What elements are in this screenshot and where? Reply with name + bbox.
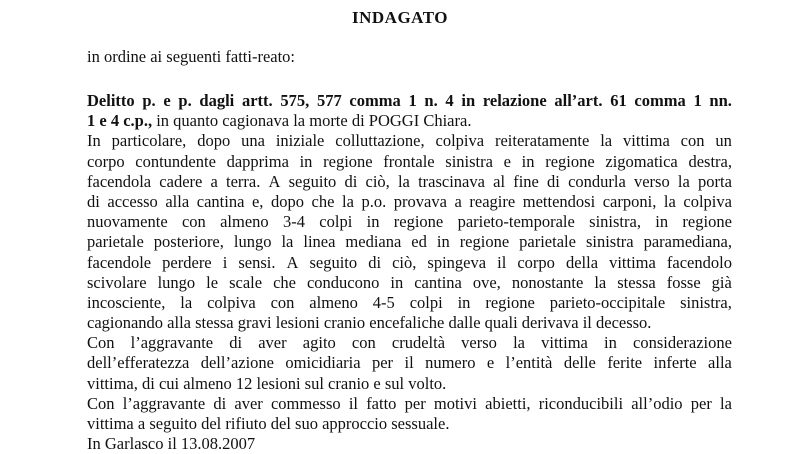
word: all’art. <box>554 91 603 110</box>
word: il <box>348 393 358 413</box>
word: dopo <box>197 131 231 151</box>
word: perdere <box>162 252 212 272</box>
word: i <box>222 252 228 272</box>
word: la <box>513 333 525 353</box>
word: destra, <box>688 151 732 171</box>
word: carponi, <box>602 191 657 211</box>
word: regione <box>323 151 373 171</box>
word: con <box>181 212 206 232</box>
word: la <box>342 191 354 211</box>
word: facendola <box>87 171 152 191</box>
word: considerazione <box>633 333 732 353</box>
word: il <box>404 353 414 373</box>
word: fine <box>513 171 539 191</box>
word: linea <box>303 232 336 252</box>
word: p. <box>142 91 156 110</box>
word: colpi <box>409 292 443 312</box>
word: 4 <box>445 91 454 110</box>
word: in <box>521 151 535 171</box>
body-line-12 <box>87 353 732 373</box>
word: regione <box>485 292 535 312</box>
word: fatto <box>366 393 397 413</box>
word: terra. <box>226 171 261 191</box>
word: sensi. <box>238 252 276 272</box>
word: di <box>344 171 358 191</box>
body-line-3 <box>87 172 732 192</box>
word: l’entità <box>505 353 553 373</box>
word: reiteratamente <box>494 131 590 151</box>
word: all’odio <box>631 393 683 413</box>
word: almeno <box>309 292 358 312</box>
word: 577 <box>316 91 342 110</box>
word: il <box>497 252 507 272</box>
document-heading: INDAGATO <box>352 8 448 27</box>
word: a <box>210 171 218 191</box>
word: ove, <box>472 272 501 292</box>
word: regione <box>459 232 510 252</box>
word: già <box>711 272 732 292</box>
word: parieto-temporale <box>457 212 575 232</box>
word: sinistra, <box>589 212 641 232</box>
word: della <box>565 252 599 272</box>
word: verso <box>461 333 497 353</box>
word: con <box>680 131 705 151</box>
word: parietale <box>519 232 576 252</box>
word: parietale <box>87 232 144 252</box>
word: 575, <box>280 91 310 110</box>
word: le <box>206 272 219 292</box>
word: stessa <box>617 272 656 292</box>
word: colpi <box>319 212 353 232</box>
word: nonostante <box>511 272 584 292</box>
word: frontale <box>383 151 435 171</box>
word: mediana <box>345 232 402 252</box>
word: nn. <box>709 91 732 110</box>
word: e, <box>251 191 264 211</box>
word: dell’azione <box>200 353 274 373</box>
body-line-5 <box>87 212 732 232</box>
word: in <box>461 91 476 110</box>
word: condurla <box>568 171 626 191</box>
word: verso <box>633 171 670 191</box>
word: facendole <box>87 252 152 272</box>
word: la <box>397 171 410 191</box>
word: in <box>436 232 450 252</box>
word: di <box>87 191 100 211</box>
word: di <box>368 252 382 272</box>
word: lungo <box>157 272 196 292</box>
word: omicidiaria <box>285 353 361 373</box>
word: porta <box>697 171 732 191</box>
word: fosse <box>666 272 701 292</box>
word: in <box>457 292 471 312</box>
word: per <box>690 393 712 413</box>
charge-line-2-bold: 1 e 4 c.p., <box>87 111 153 131</box>
word: sinistra, <box>680 292 732 312</box>
body-line-1 <box>87 131 732 151</box>
word: in <box>604 333 617 353</box>
word: scale <box>229 272 263 292</box>
word: parieto-occipitale <box>549 292 666 312</box>
document-body <box>87 91 732 454</box>
word: per <box>371 353 394 373</box>
word: dell’efferatezza <box>87 353 190 373</box>
word: che <box>311 191 335 211</box>
body-line-8 <box>87 273 732 293</box>
word: colpiva <box>683 191 732 211</box>
word: inferte <box>653 353 697 373</box>
word: corpo <box>517 252 555 272</box>
word: comma <box>349 91 401 110</box>
word: seguito <box>309 252 358 272</box>
word: in <box>366 212 380 232</box>
word: l’aggravante <box>122 393 206 413</box>
word: lungo <box>233 232 272 252</box>
word: in <box>299 151 313 171</box>
word: riconducibili <box>538 393 624 413</box>
signoff-line: In Garlasco il 13.08.2007 <box>87 434 256 454</box>
body-line-4 <box>87 192 732 212</box>
word: una <box>241 131 265 151</box>
word: provava <box>393 191 447 211</box>
word: ferite <box>607 353 643 373</box>
word: ed <box>411 232 427 252</box>
word: facendolo <box>666 252 732 272</box>
word: 4-5 <box>372 292 395 312</box>
word: in <box>655 212 669 232</box>
word: corpo <box>87 151 125 171</box>
word: colpiva <box>207 292 256 312</box>
word: cadere <box>159 171 203 191</box>
word: a <box>454 191 462 211</box>
word: A <box>286 252 299 272</box>
word: regione <box>682 212 732 232</box>
word: l’aggravante <box>130 333 214 353</box>
word: mettendosi <box>522 191 596 211</box>
body-line-14 <box>87 394 732 414</box>
word: seguito <box>288 171 337 191</box>
word: motivi <box>433 393 477 413</box>
word: dagli <box>199 91 235 110</box>
word: zigomatica <box>605 151 678 171</box>
word: conducono <box>306 272 380 292</box>
word: la <box>600 131 613 151</box>
word: dapprima <box>226 151 289 171</box>
word: ciò, <box>392 252 417 272</box>
word: relazione <box>482 91 547 110</box>
word: cantina <box>196 191 245 211</box>
body-line-9 <box>87 293 732 313</box>
word: al <box>493 171 506 191</box>
word: comma <box>634 91 686 110</box>
word: 61 <box>610 91 627 110</box>
word: incosciente, <box>87 292 166 312</box>
body-line-10: cagionando alla stessa gravi lesioni cranio encefaliche dalle quali derivava il decesso. <box>87 313 652 333</box>
body-line-7 <box>87 253 732 273</box>
charge-line-1 <box>87 91 732 111</box>
word: p. <box>178 91 192 110</box>
body-line-13: vittima, di cui almeno 12 lesioni sul cranio e sul volto. <box>87 373 447 393</box>
word: e <box>503 151 511 171</box>
charge-line-2 <box>87 111 732 131</box>
word: sinistra <box>445 151 493 171</box>
word: Delitto <box>87 91 135 110</box>
word: dopo <box>270 191 304 211</box>
word: Con <box>87 393 115 413</box>
body-line-11 <box>87 333 732 353</box>
word: e <box>163 91 171 110</box>
word: delle <box>563 353 596 373</box>
word: paramediana, <box>643 232 732 252</box>
word: crudeltà <box>391 333 446 353</box>
word: la <box>594 272 607 292</box>
word: colluttazione, <box>335 131 425 151</box>
word: spingeva <box>427 252 487 272</box>
word: reagire <box>469 191 516 211</box>
word: colpiva <box>435 131 485 151</box>
word: regione <box>545 151 595 171</box>
intro-line: in ordine ai seguenti fatti-reato: <box>87 47 296 66</box>
word: scivolare <box>87 272 147 292</box>
body-line-6 <box>87 232 732 252</box>
word: artt. <box>241 91 273 110</box>
word: con <box>351 333 376 353</box>
word: A <box>268 171 281 191</box>
word: la <box>281 232 294 252</box>
word: la <box>677 171 690 191</box>
word: la <box>180 292 193 312</box>
word: nuovamente <box>87 212 168 232</box>
word: aver <box>234 393 263 413</box>
word: la <box>663 191 676 211</box>
word: particolare, <box>111 131 187 151</box>
word: 1 <box>408 91 417 110</box>
word: con <box>270 292 295 312</box>
word: Con <box>87 333 115 353</box>
word: in <box>390 272 404 292</box>
word: abietti, <box>485 393 531 413</box>
word: 1 <box>693 91 702 110</box>
word: cantina <box>414 272 462 292</box>
word: un <box>715 131 732 151</box>
word: In <box>87 131 101 151</box>
word: p.o. <box>361 191 387 211</box>
word: e <box>486 353 495 373</box>
word: trascinava <box>418 171 485 191</box>
word: agito <box>302 333 336 353</box>
word: iniziale <box>275 131 325 151</box>
word: commesso <box>270 393 341 413</box>
word: che <box>273 272 296 292</box>
word: per <box>404 393 426 413</box>
word: alla <box>708 353 732 373</box>
word: di <box>213 393 227 413</box>
word: contundente <box>135 151 216 171</box>
word: vittima <box>623 131 670 151</box>
word: la <box>720 393 732 413</box>
word: almeno <box>220 212 269 232</box>
word: ciò, <box>365 171 390 191</box>
word: n. <box>424 91 438 110</box>
word: vittima <box>541 333 588 353</box>
word: regione <box>393 212 444 232</box>
word: accesso <box>107 191 158 211</box>
word: di <box>547 171 560 191</box>
word: posteriore, <box>153 232 224 252</box>
word: 3-4 <box>282 212 305 232</box>
word: numero <box>425 353 476 373</box>
word: alla <box>165 191 190 211</box>
word: di <box>229 333 243 353</box>
body-line-2 <box>87 152 732 172</box>
word: sinistra <box>585 232 634 252</box>
charge-line-2-rest: in quanto cagionava la morte di POGGI Chiara. <box>152 111 472 131</box>
word: aver <box>258 333 287 353</box>
word: vittima <box>609 252 656 272</box>
body-line-15: vittima a seguito del rifiuto del suo approccio sessuale. <box>87 414 450 433</box>
